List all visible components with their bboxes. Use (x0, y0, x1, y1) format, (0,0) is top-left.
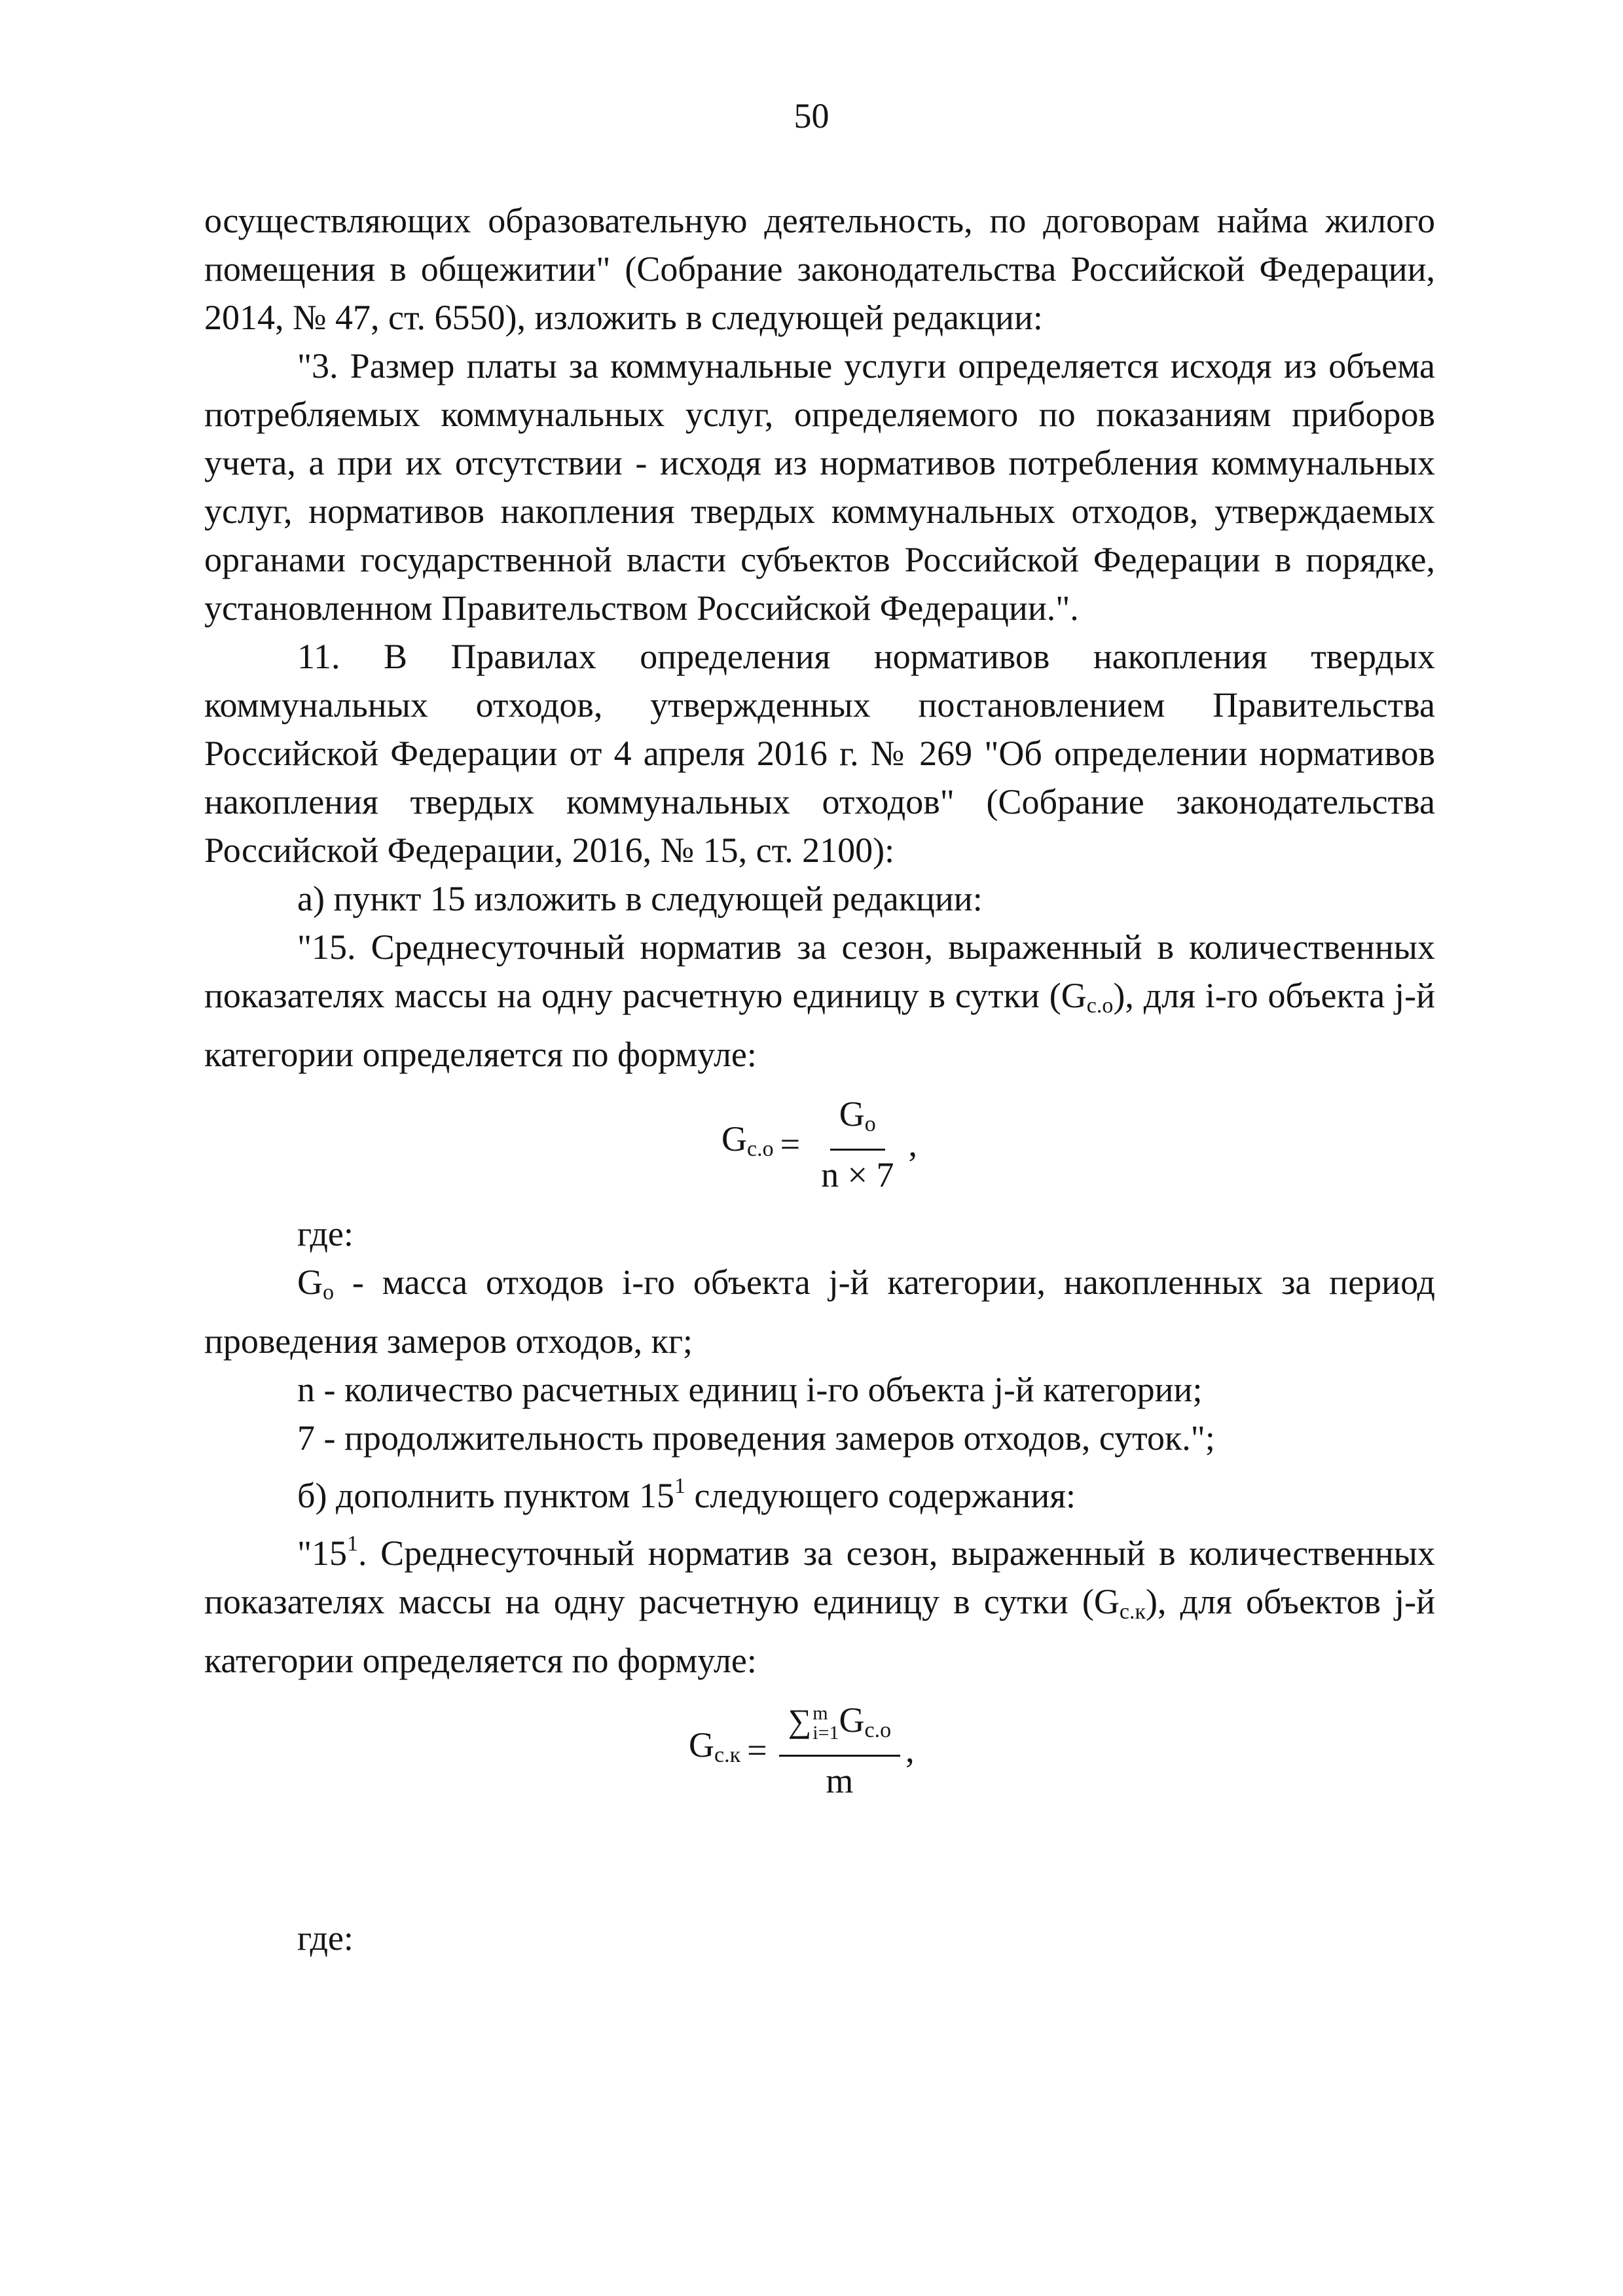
paragraph-subitem-b (204, 1462, 1435, 1520)
point-15-1-subscript: с.к (1119, 1600, 1146, 1624)
formula-daily-norm-object (204, 1079, 1435, 1210)
where-label-1: где: (297, 1214, 354, 1253)
formula2-fraction (779, 1700, 901, 1801)
sum-upper-limit: m (812, 1702, 828, 1725)
subitem-b-tail: следующего содержания: (685, 1476, 1076, 1515)
subitem-b-superscript: 1 (674, 1474, 685, 1498)
paragraph-intro: осуществляющих образовательную деятельность, по договорам найма жилого помещения в общежитии" (Собрание законодательства Российской Федерации, 2014, № 47, ст. 6550), изложить в следующей редакции: (204, 201, 1435, 337)
point-15-1-text: . Среднесуточный норматив за сезон, выраженный в количественных показателях массы на одну расчетную единицу в сутки (G (204, 1534, 1435, 1621)
def1-symbol: G (297, 1263, 323, 1302)
formula1-equals: = (780, 1124, 801, 1164)
point-15-1-tail: ), для объектов j-й категории определяется по формуле: (204, 1582, 1435, 1680)
paragraph-point-3: "3. Размер платы за коммунальные услуги определяется исходя из объема потребляемых коммунальных услуг, определяемого по показаниям приборов учета, а при их отсутствии - исходя из нормативов потребления коммунальных услуг, нормативов накопления твердых коммунальных отходов, утверждаемых органами государственной власти субъектов Российской Федерации в порядке, установленном Правительством Российской Федерации.". (204, 346, 1435, 628)
page-number: 50 (793, 96, 830, 135)
sum-limits (812, 1704, 839, 1743)
paragraph-subitem-a: а) пункт 15 изложить в следующей редакции: (297, 879, 983, 918)
paragraph-point-15 (204, 923, 1435, 1079)
point-15-1-start: "15 (297, 1534, 348, 1573)
paragraph-item-11: 11. В Правилах определения нормативов накопления твердых коммунальных отходов, утвержденных постановлением Правительства Российской Федерации от 4 апреля 2016 г. № 269 "Об определении нормативов накопления твердых коммунальных отходов" (Собрание законодательства Российской Федерации, 2016, № 15, ст. 2100): (204, 637, 1435, 870)
def1-text: - масса отходов i-го объекта j-й категории, накопленных за период проведения замеров отходов, кг; (204, 1263, 1435, 1361)
formula1-denominator: n × 7 (821, 1155, 894, 1194)
sum-lower-limit: i=1 (812, 1722, 839, 1744)
formula2-denominator: m (826, 1761, 854, 1801)
point-15-subscript: с.о (1086, 994, 1114, 1018)
formula2-equals: = (747, 1731, 767, 1770)
definition-g-o (204, 1258, 1435, 1365)
formula2-numerator: ∑ m i=1 $G_{с.о}$ (779, 1700, 901, 1757)
sum-icon: ∑ (788, 1702, 812, 1739)
point-15-text: "15. Среднесуточный норматив за сезон, выраженный в количественных показателях массы на одну расчетную единицу в сутки (G (204, 927, 1435, 1015)
formula2-lhs: $G_{с.к}$ (689, 1725, 741, 1767)
paragraph-point-15-1 (204, 1520, 1435, 1685)
formula1-fraction (812, 1094, 903, 1195)
formula1-lhs: $G_{с.о}$ (721, 1119, 774, 1161)
definition-7: 7 - продолжительность проведения замеров отходов, суток."; (297, 1418, 1215, 1458)
point-15-1-superscript: 1 (347, 1532, 359, 1556)
formula1-comma: , (908, 1124, 918, 1164)
formula-daily-norm-category (204, 1685, 1435, 1816)
document-body (204, 196, 1435, 1962)
definition-n: n - количество расчетных единиц i-го объекта j-й категории; (297, 1370, 1203, 1409)
subitem-b-text: б) дополнить пунктом 15 (297, 1476, 674, 1515)
def1-subscript: о (323, 1280, 334, 1304)
formula1-numerator: $G_о$ (830, 1094, 885, 1151)
formula2-comma: , (905, 1731, 915, 1770)
where-label-2: где: (297, 1918, 354, 1958)
point-15-tail: ), для i-го объекта j-й категории определяется по формуле: (204, 976, 1435, 1074)
